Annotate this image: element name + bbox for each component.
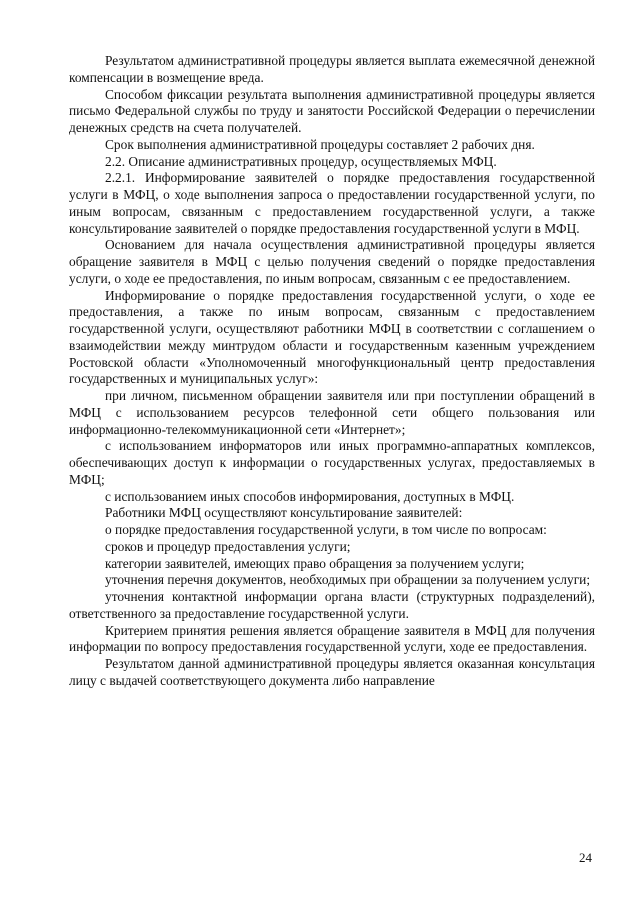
paragraph: уточнения контактной информации органа власти (структурных подразделений), ответственного за предоставление государственной услуги. xyxy=(69,589,595,621)
paragraph: Информирование о порядке предоставления государственной услуги, о ходе ее предоставления, а также по иным вопросам, связанным с предоставлением государственной услуги, осуществляют работники МФЦ в соответствии с соглашением о взаимодействии между минтрудом области и государственным казенным учреждением Ростовской области «Уполномоченный многофункциональный центр предоставления государственных и муниципальных услуг»: xyxy=(69,287,595,387)
paragraph: Способом фиксации результата выполнения административной процедуры является письмо Федеральной службы по труду и занятости Российской Федерации о перечислении денежных средств на счета получателей. xyxy=(69,86,595,135)
paragraph: Результатом данной административной процедуры является оказанная консультация лицу с выдачей соответствующего документа либо направление xyxy=(69,656,595,688)
document-body xyxy=(69,53,595,690)
paragraph: Работники МФЦ осуществляют консультирование заявителей: xyxy=(105,505,463,521)
paragraph: сроков и процедур предоставления услуги; xyxy=(105,538,351,554)
page-number: 24 xyxy=(579,850,592,865)
paragraph: категории заявителей, имеющих право обращения за получением услуги; xyxy=(105,555,525,571)
paragraph: уточнения перечня документов, необходимых при обращении за получением услуги; xyxy=(105,572,591,588)
paragraph: Срок выполнения административной процедуры составляет 2 рабочих дня. xyxy=(105,136,535,152)
section-heading: 2.2. Описание административных процедур, осуществляемых МФЦ. xyxy=(105,153,497,169)
paragraph: при личном, письменном обращении заявителя или при поступлении обращений в МФЦ с использованием ресурсов телефонной сети общего пользования или информационно-телекоммуникационной сети «Интернет»; xyxy=(69,388,595,437)
paragraph: с использованием информаторов или иных программно-аппаратных комплексов, обеспечивающих доступ к информации о государственных услугах, предоставляемых в МФЦ; xyxy=(69,438,595,487)
paragraph: Основанием для начала осуществления административной процедуры является обращение заявителя в МФЦ с целью получения сведений о порядке предоставления услуги, о ходе ее предоставления, по иным вопросам, связанным с ее предоставлением. xyxy=(69,237,595,286)
paragraph: 2.2.1. Информирование заявителей о порядке предоставления государственной услуги в МФЦ, о ходе выполнения запроса о предоставлении государственной услуги, по иным вопросам, связанным с предоставлением государственной услуги, а также консультирование заявителей о порядке предоставления государственной услуги в МФЦ. xyxy=(69,170,595,236)
paragraph: Результатом административной процедуры является выплата ежемесячной денежной компенсации в возмещение вреда. xyxy=(69,53,595,85)
paragraph: Критерием принятия решения является обращение заявителя в МФЦ для получения информации по вопросу предоставления государственной услуги, ходе ее предоставления. xyxy=(69,622,595,655)
paragraph: о порядке предоставления государственной услуги, в том числе по вопросам: xyxy=(105,522,547,537)
paragraph: с использованием иных способов информирования, доступных в МФЦ. xyxy=(105,488,515,504)
